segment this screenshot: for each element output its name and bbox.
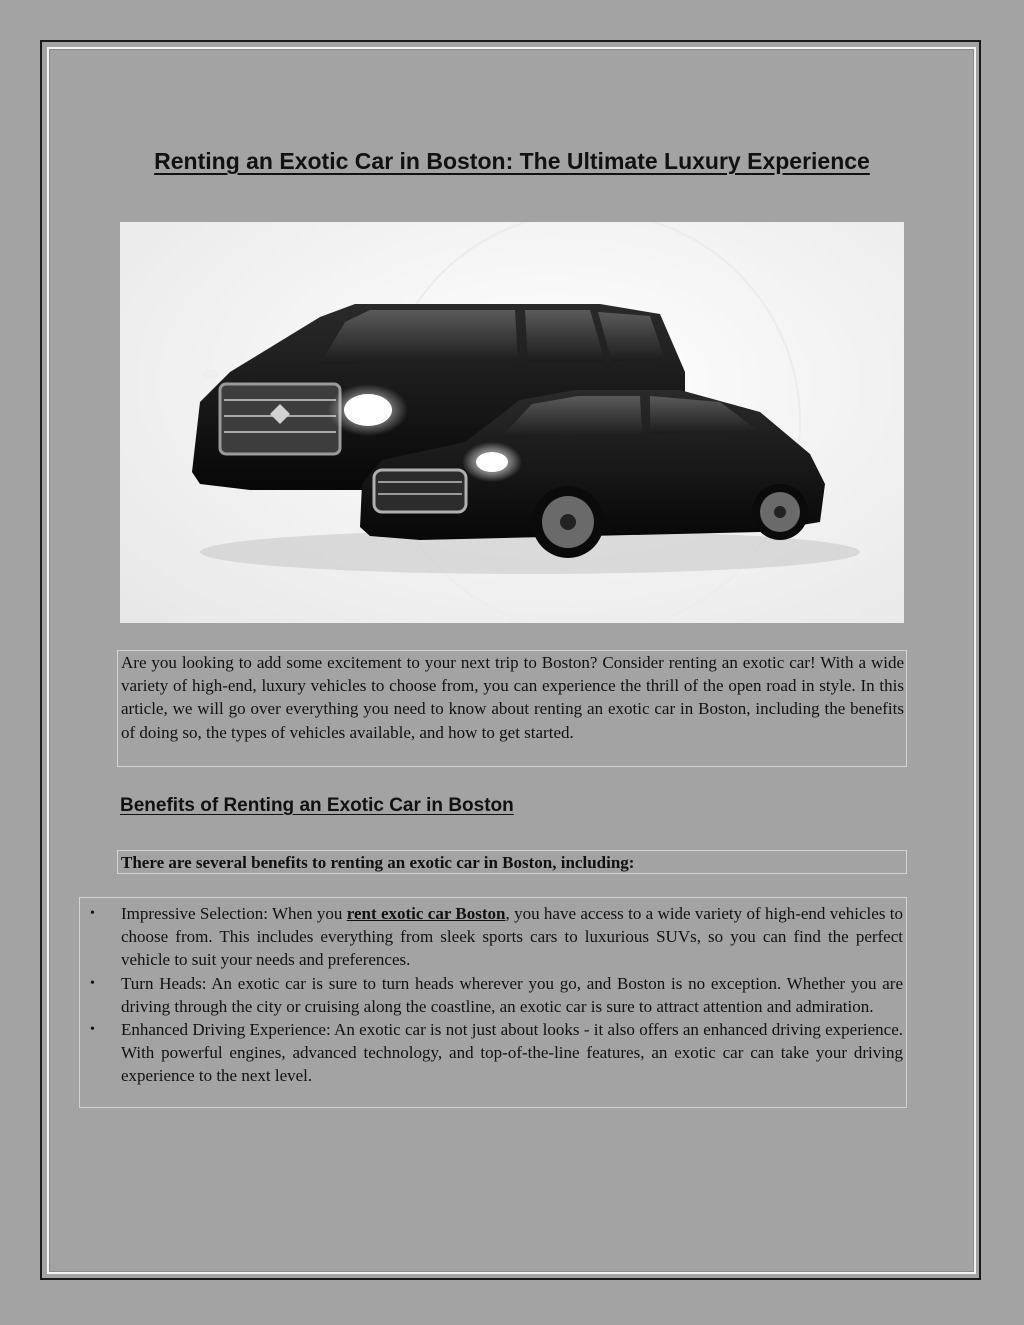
list-item	[90, 1018, 903, 1088]
benefits-lead: There are several benefits to renting an exotic car in Boston, including:	[117, 850, 907, 874]
bullet-icon: •	[90, 906, 95, 921]
benefit-text: Turn Heads: An exotic car is sure to turn heads wherever you go, and Boston is no exception. Whether you are driving through the city or cruising along the coastline, an exotic car is sure to attract attention and admiration.	[121, 973, 903, 1016]
benefit-text-after-link: , you have access to a wide variety of high-end vehicles to choose from. This includes everything from sleek sports cars to luxurious SUVs, so you can find the perfect vehicle to suit your needs and preferences.	[121, 904, 904, 970]
section-heading: Benefits of Renting an Exotic Car in Boston	[120, 795, 514, 816]
list-item	[90, 902, 904, 972]
hero-image	[120, 222, 904, 623]
bullet-icon: •	[90, 1022, 95, 1038]
intro-paragraph: Are you looking to add some excitement to your next trip to Boston? Consider renting an exotic car! With a wide variety of high-end, luxury vehicles to choose from, you can experience the thrill of the open road in style. In this article, we will go over everything you need to know about renting an exotic car in Boston, including the benefits of doing so, the types of vehicles available, and how to get started.	[117, 650, 907, 767]
benefit-text: Enhanced Driving Experience: An exotic car is not just about looks - it also offers an enhanced driving experience. With powerful engines, advanced technology, and top-of-the-line features, an exotic car can take your driving experience to the next level.	[121, 1020, 903, 1086]
bullet-icon: •	[90, 975, 95, 991]
benefits-list	[79, 897, 907, 1108]
benefit-text-before-link: Impressive Selection: When you	[121, 904, 347, 923]
article-title: Renting an Exotic Car in Boston: The Ultimate Luxury Experience	[154, 148, 870, 174]
rent-exotic-car-boston-link[interactable]: rent exotic car Boston	[346, 904, 506, 923]
list-item	[90, 972, 903, 1018]
